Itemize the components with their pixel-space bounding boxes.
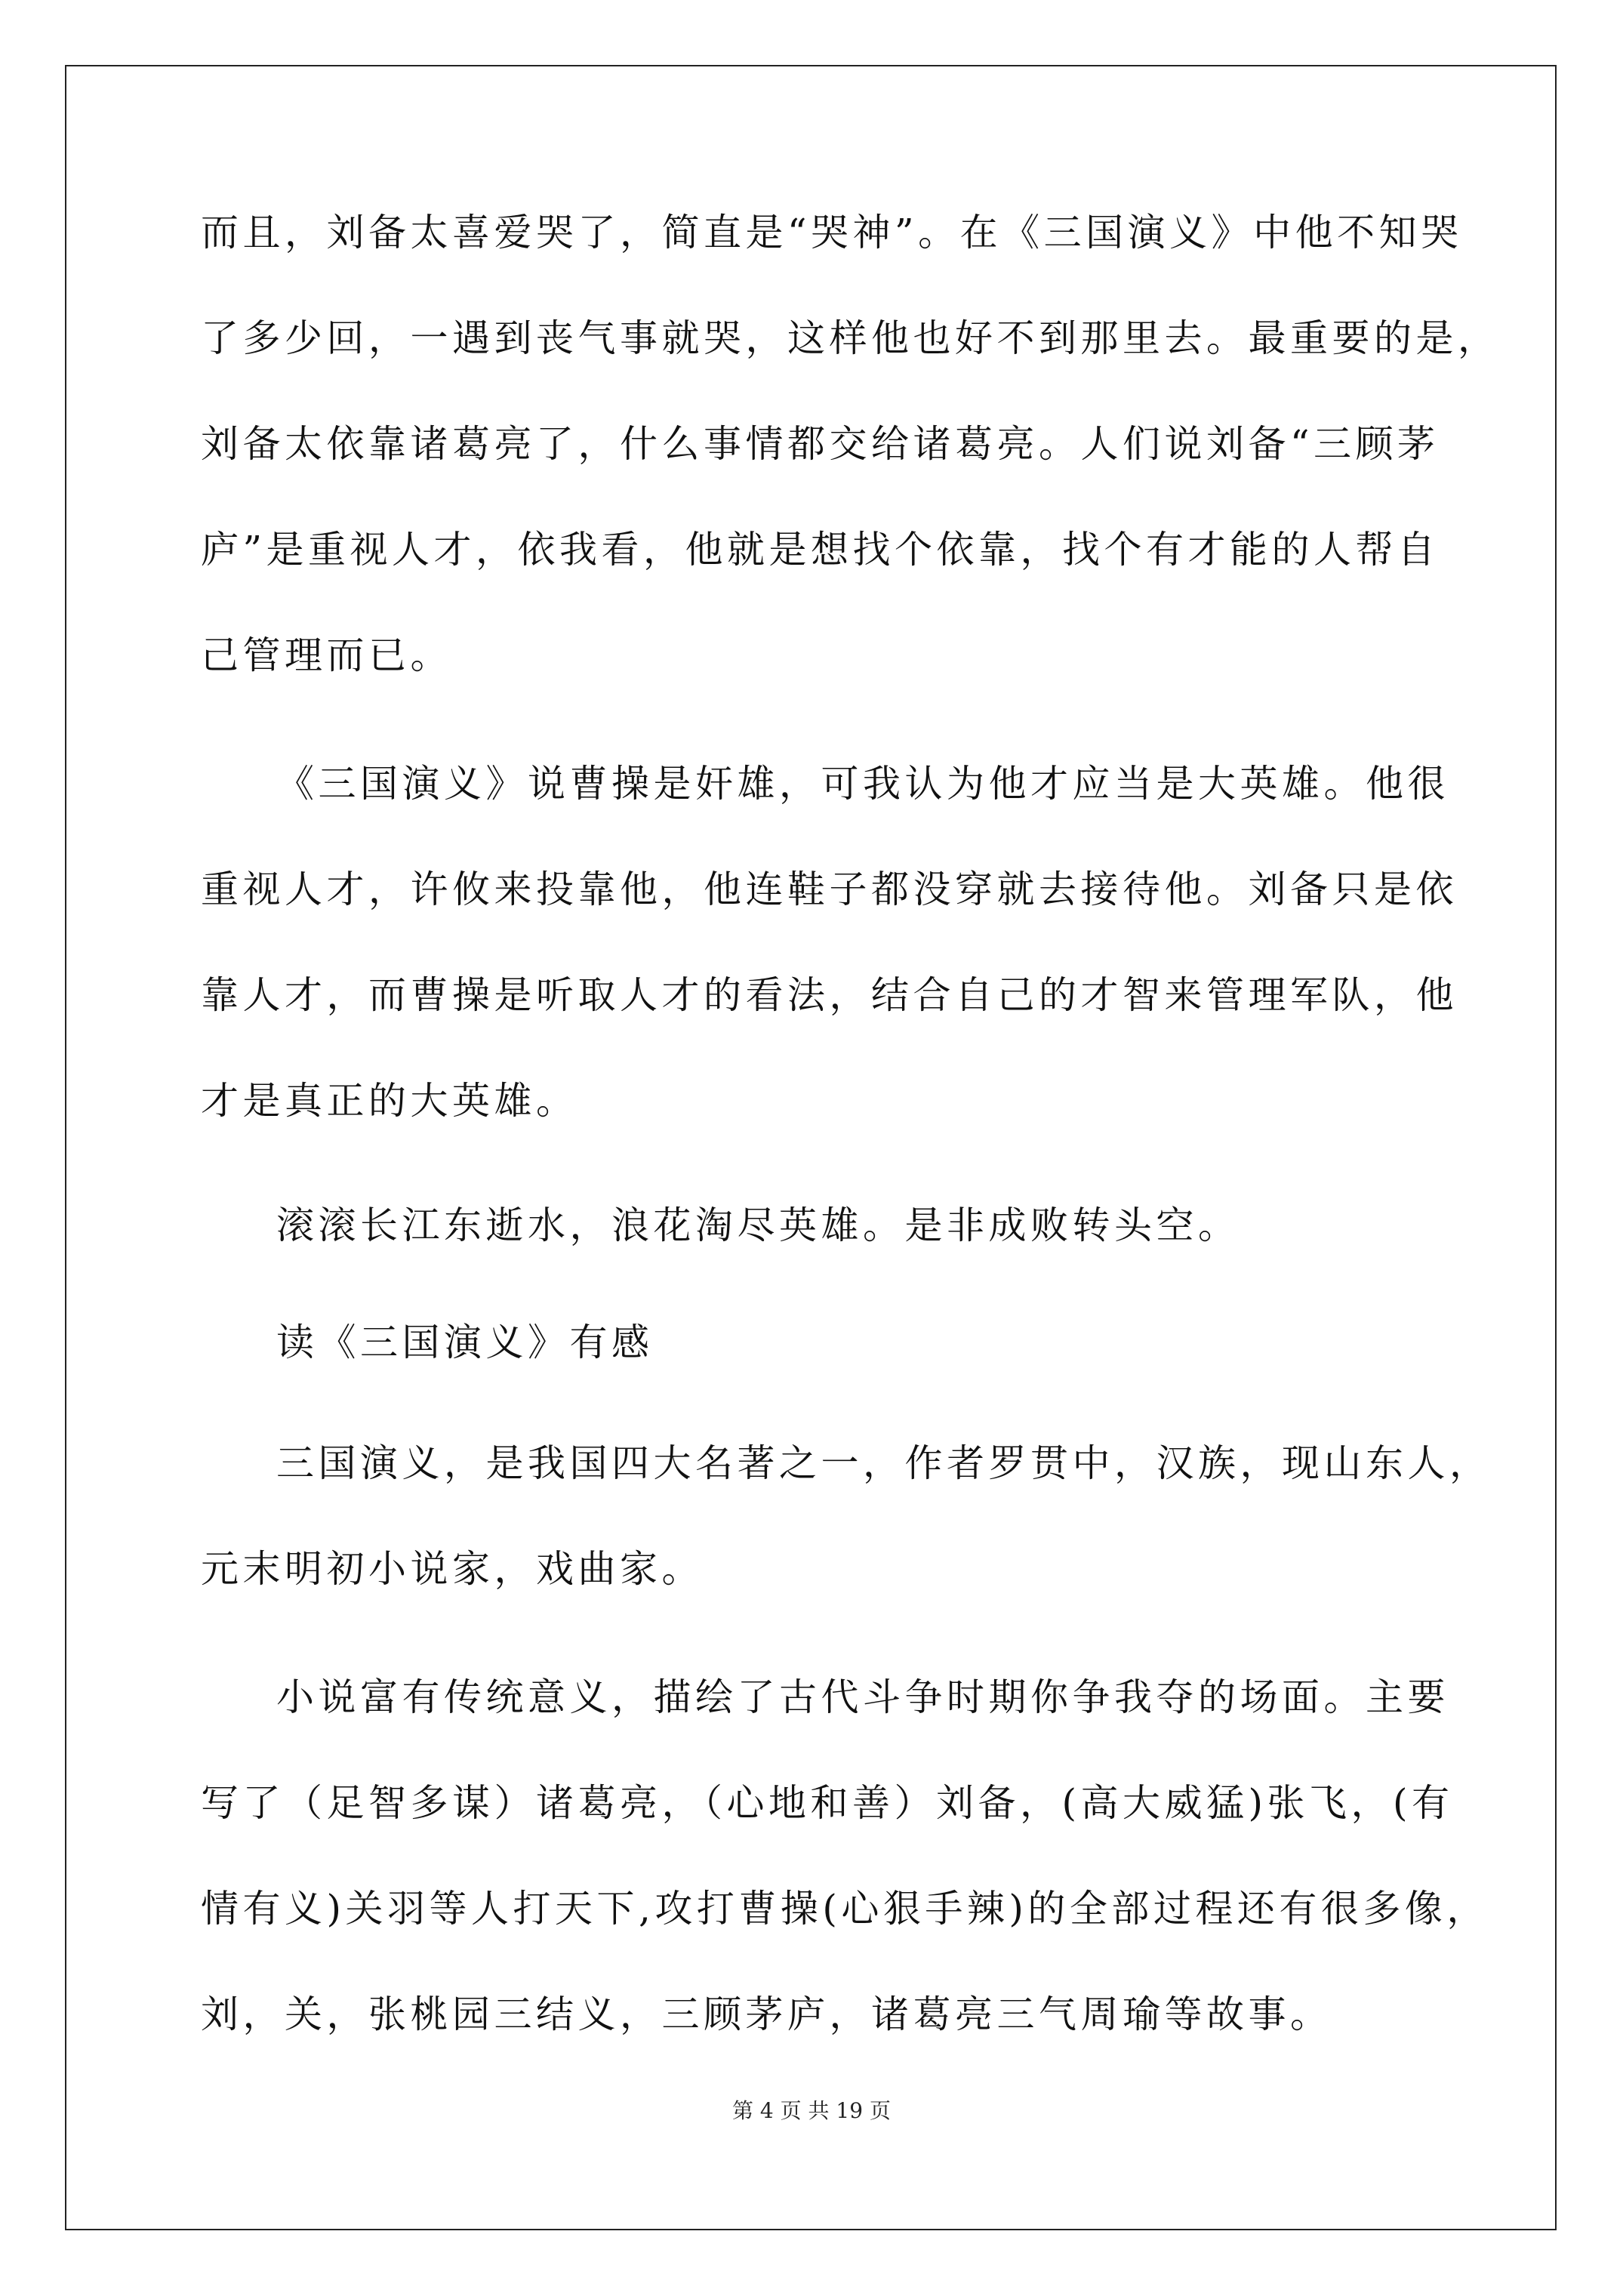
text-line: 重视人才，许攸来投靠他，他连鞋子都没穿就去接待他。刘备只是依 — [201, 868, 1458, 911]
text-line: 庐”是重视人才，依我看，他就是想找个依靠，找个有才能的人帮自 — [201, 528, 1440, 572]
paragraph-start-line: 三国演义，是我国四大名著之一，作者罗贯中，汉族，现山东人， — [276, 1441, 1492, 1485]
paragraph-start-line: 《三国演义》说曹操是奸雄，可我认为他才应当是大英雄。他很 — [276, 762, 1449, 806]
text-line: 才是真正的大英雄。 — [201, 1079, 578, 1123]
text-line: 写了（足智多谋）诸葛亮，（心地和善）刘备，(高大威猛)张飞，(有 — [201, 1781, 1454, 1825]
text-line: 元末明初小说家，戏曲家。 — [201, 1547, 704, 1591]
text-line: 刘，关，张桃园三结义，三顾茅庐，诸葛亮三气周瑜等故事。 — [201, 1992, 1332, 2036]
text-line: 情有义)关羽等人打天下,攻打曹操(心狠手辣)的全部过程还有很多像， — [201, 1887, 1489, 1931]
paragraph-start-line: 滚滚长江东逝水，浪花淘尽英雄。是非成败转头空。 — [276, 1203, 1240, 1247]
text-line: 而且，刘备太喜爱哭了，简直是“哭神”。在《三国演义》中他不知哭 — [201, 211, 1463, 254]
paragraph-start-line: 小说富有传统意义，描绘了古代斗争时期你争我夺的场面。主要 — [276, 1675, 1449, 1719]
text-line: 己管理而已。 — [201, 633, 452, 677]
text-line: 了多少回，一遇到丧气事就哭，这样他也好不到那里去。最重要的是， — [201, 316, 1500, 360]
text-line: 靠人才，而曹操是听取人才的看法，结合自己的才智来管理军队，他 — [201, 973, 1458, 1017]
text-line: 刘备太依靠诸葛亮了，什么事情都交给诸葛亮。人们说刘备“三顾茅 — [201, 422, 1440, 466]
section-title: 读《三国演义》有感 — [276, 1321, 654, 1364]
page-number-footer: 第 4 页 共 19 页 — [732, 2098, 891, 2123]
